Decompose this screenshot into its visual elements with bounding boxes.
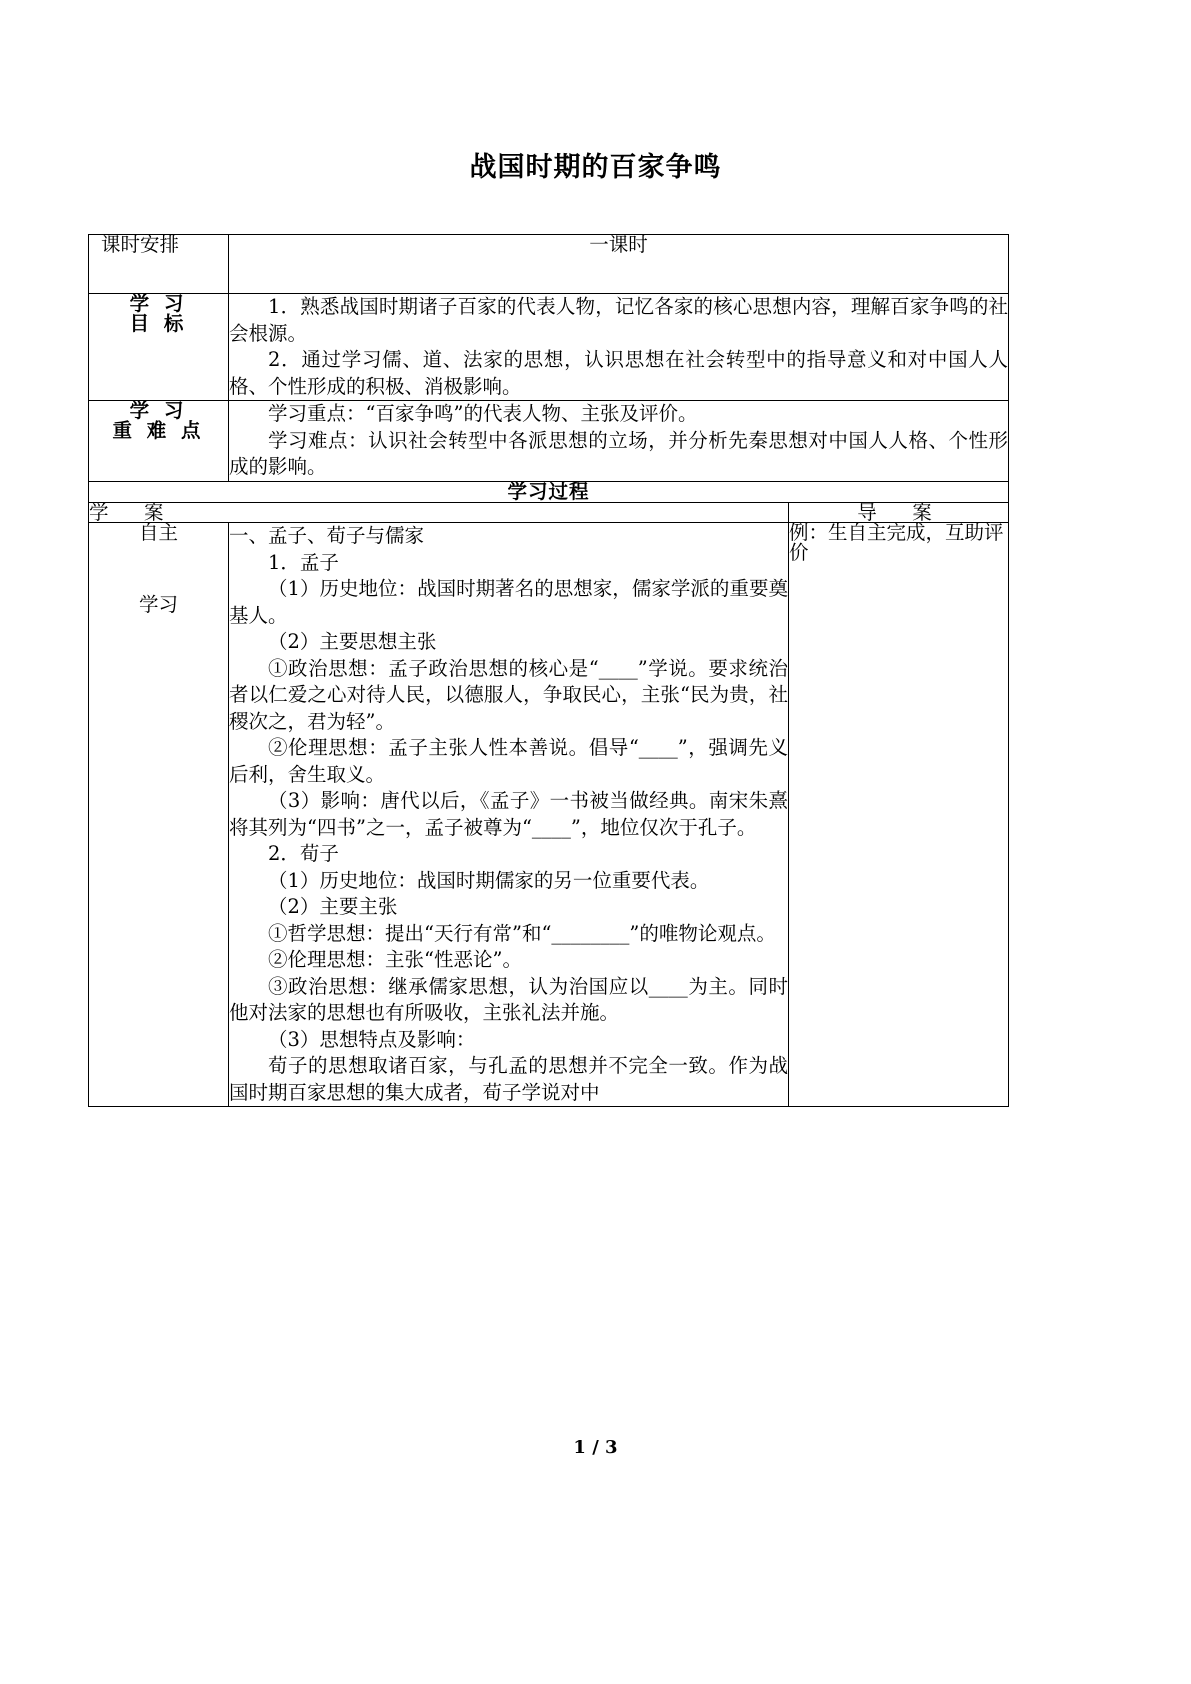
study-plan-paragraph: ①哲学思想：提出“天行有常”和“________”的唯物论观点。 xyxy=(268,921,776,945)
study-plan-paragraph: ①政治思想：孟子政治思想的核心是“____”学说。要求统治者以仁爱之心对待人民，以德服人，争取民心，主张“民为贵，社稷次之，君为轻”。 xyxy=(229,656,788,733)
schedule-value-cell xyxy=(229,235,1009,294)
study-plan-paragraph: 2．荀子 xyxy=(268,842,339,866)
key-difficulties-label-line1: 学 习 xyxy=(129,399,188,423)
page-title: 战国时期的百家争鸣 xyxy=(469,152,722,183)
stage-label-line1: 自主 xyxy=(138,521,178,544)
schedule-label-cell xyxy=(89,235,229,294)
process-banner: 学习过程 xyxy=(89,482,1009,503)
study-plan-paragraph: （1）历史地位：战国时期著名的思想家，儒家学派的重要奠基人。 xyxy=(229,577,788,627)
page-number-footer: 1 / 3 xyxy=(573,1437,618,1458)
objective-item-1: 1．熟悉战国时期诸子百家的代表人物，记忆各家的核心思想内容，理解百家争鸣的社会根源。 xyxy=(229,295,1009,345)
study-plan-content-cell xyxy=(229,523,789,1107)
study-plan-paragraph: （3）思想特点及影响： xyxy=(268,1027,476,1051)
study-plan-paragraph-list xyxy=(229,523,788,1106)
objectives-content-cell xyxy=(229,294,1009,401)
key-difficulties-content-cell xyxy=(229,401,1009,482)
study-plan-paragraph: ③政治思想：继承儒家思想，认为治国应以____为主。同时他对法家的思想也有所吸收，主张礼法并施。 xyxy=(229,974,788,1025)
study-plan-paragraph: 一、孟子、荀子与儒家 xyxy=(229,524,425,547)
study-plan-paragraph: （1）历史地位：战国时期儒家的另一位重要代表。 xyxy=(268,868,710,892)
schedule-value: 一课时 xyxy=(589,233,648,257)
table-row-schedule xyxy=(89,235,1009,294)
key-point-item: 学习重点：“百家争鸣”的代表人物、主张及评价。 xyxy=(268,402,698,426)
table-row-key-difficulties xyxy=(89,401,1009,482)
table-row-process-banner xyxy=(89,482,1009,503)
objectives-label-cell xyxy=(89,294,229,401)
guide-note: 例：生自主完成，互助评价 xyxy=(789,521,1004,564)
table-row-content xyxy=(89,523,1009,1107)
stage-label-line2: 学习 xyxy=(138,592,178,616)
objectives-label-line2: 目 标 xyxy=(129,311,188,335)
objective-item-2: 2．通过学习儒、道、法家的思想，认识思想在社会转型中的指导意义和对中国人人格、个性形成的积极、消极影响。 xyxy=(229,348,1009,398)
objectives-label-line1: 学 习 xyxy=(129,292,188,316)
study-plan-paragraph: ②伦理思想：主张“性恶论”。 xyxy=(268,948,522,972)
study-plan-paragraph: （2）主要思想主张 xyxy=(268,630,437,654)
study-plan-paragraph: 1．孟子 xyxy=(268,550,339,574)
table-row-column-headers xyxy=(89,502,1009,523)
guide-plan-content-cell xyxy=(789,523,1009,1107)
key-difficulties-label-line2: 重 难 点 xyxy=(112,418,205,442)
lesson-plan-table xyxy=(88,234,1009,1107)
study-plan-paragraph: （2）主要主张 xyxy=(268,895,398,919)
key-difficulties-label-cell xyxy=(89,401,229,482)
study-plan-paragraph: 荀子的思想取诸百家，与孔孟的思想并不完全一致。作为战国时期百家思想的集大成者，荀子学说对中 xyxy=(229,1054,788,1104)
stage-label-cell xyxy=(89,523,229,1107)
study-plan-paragraph: ②伦理思想：孟子主张人性本善说。倡导“____”，强调先义后利，舍生取义。 xyxy=(229,736,788,786)
table-row-objectives xyxy=(89,294,1009,401)
schedule-label: 课时安排 xyxy=(101,233,180,257)
column-header-study-plan: 学 案 xyxy=(89,502,789,523)
column-header-guide-plan: 导 案 xyxy=(789,502,1009,523)
difficulty-point-item: 学习难点：认识社会转型中各派思想的立场，并分析先秦思想对中国人人格、个性形成的影响。 xyxy=(229,428,1009,479)
study-plan-paragraph: （3）影响：唐代以后，《孟子》一书被当做经典。南宋朱熹将其列为“四书”之一，孟子被尊为“____”，地位仅次于孔子。 xyxy=(229,789,788,839)
